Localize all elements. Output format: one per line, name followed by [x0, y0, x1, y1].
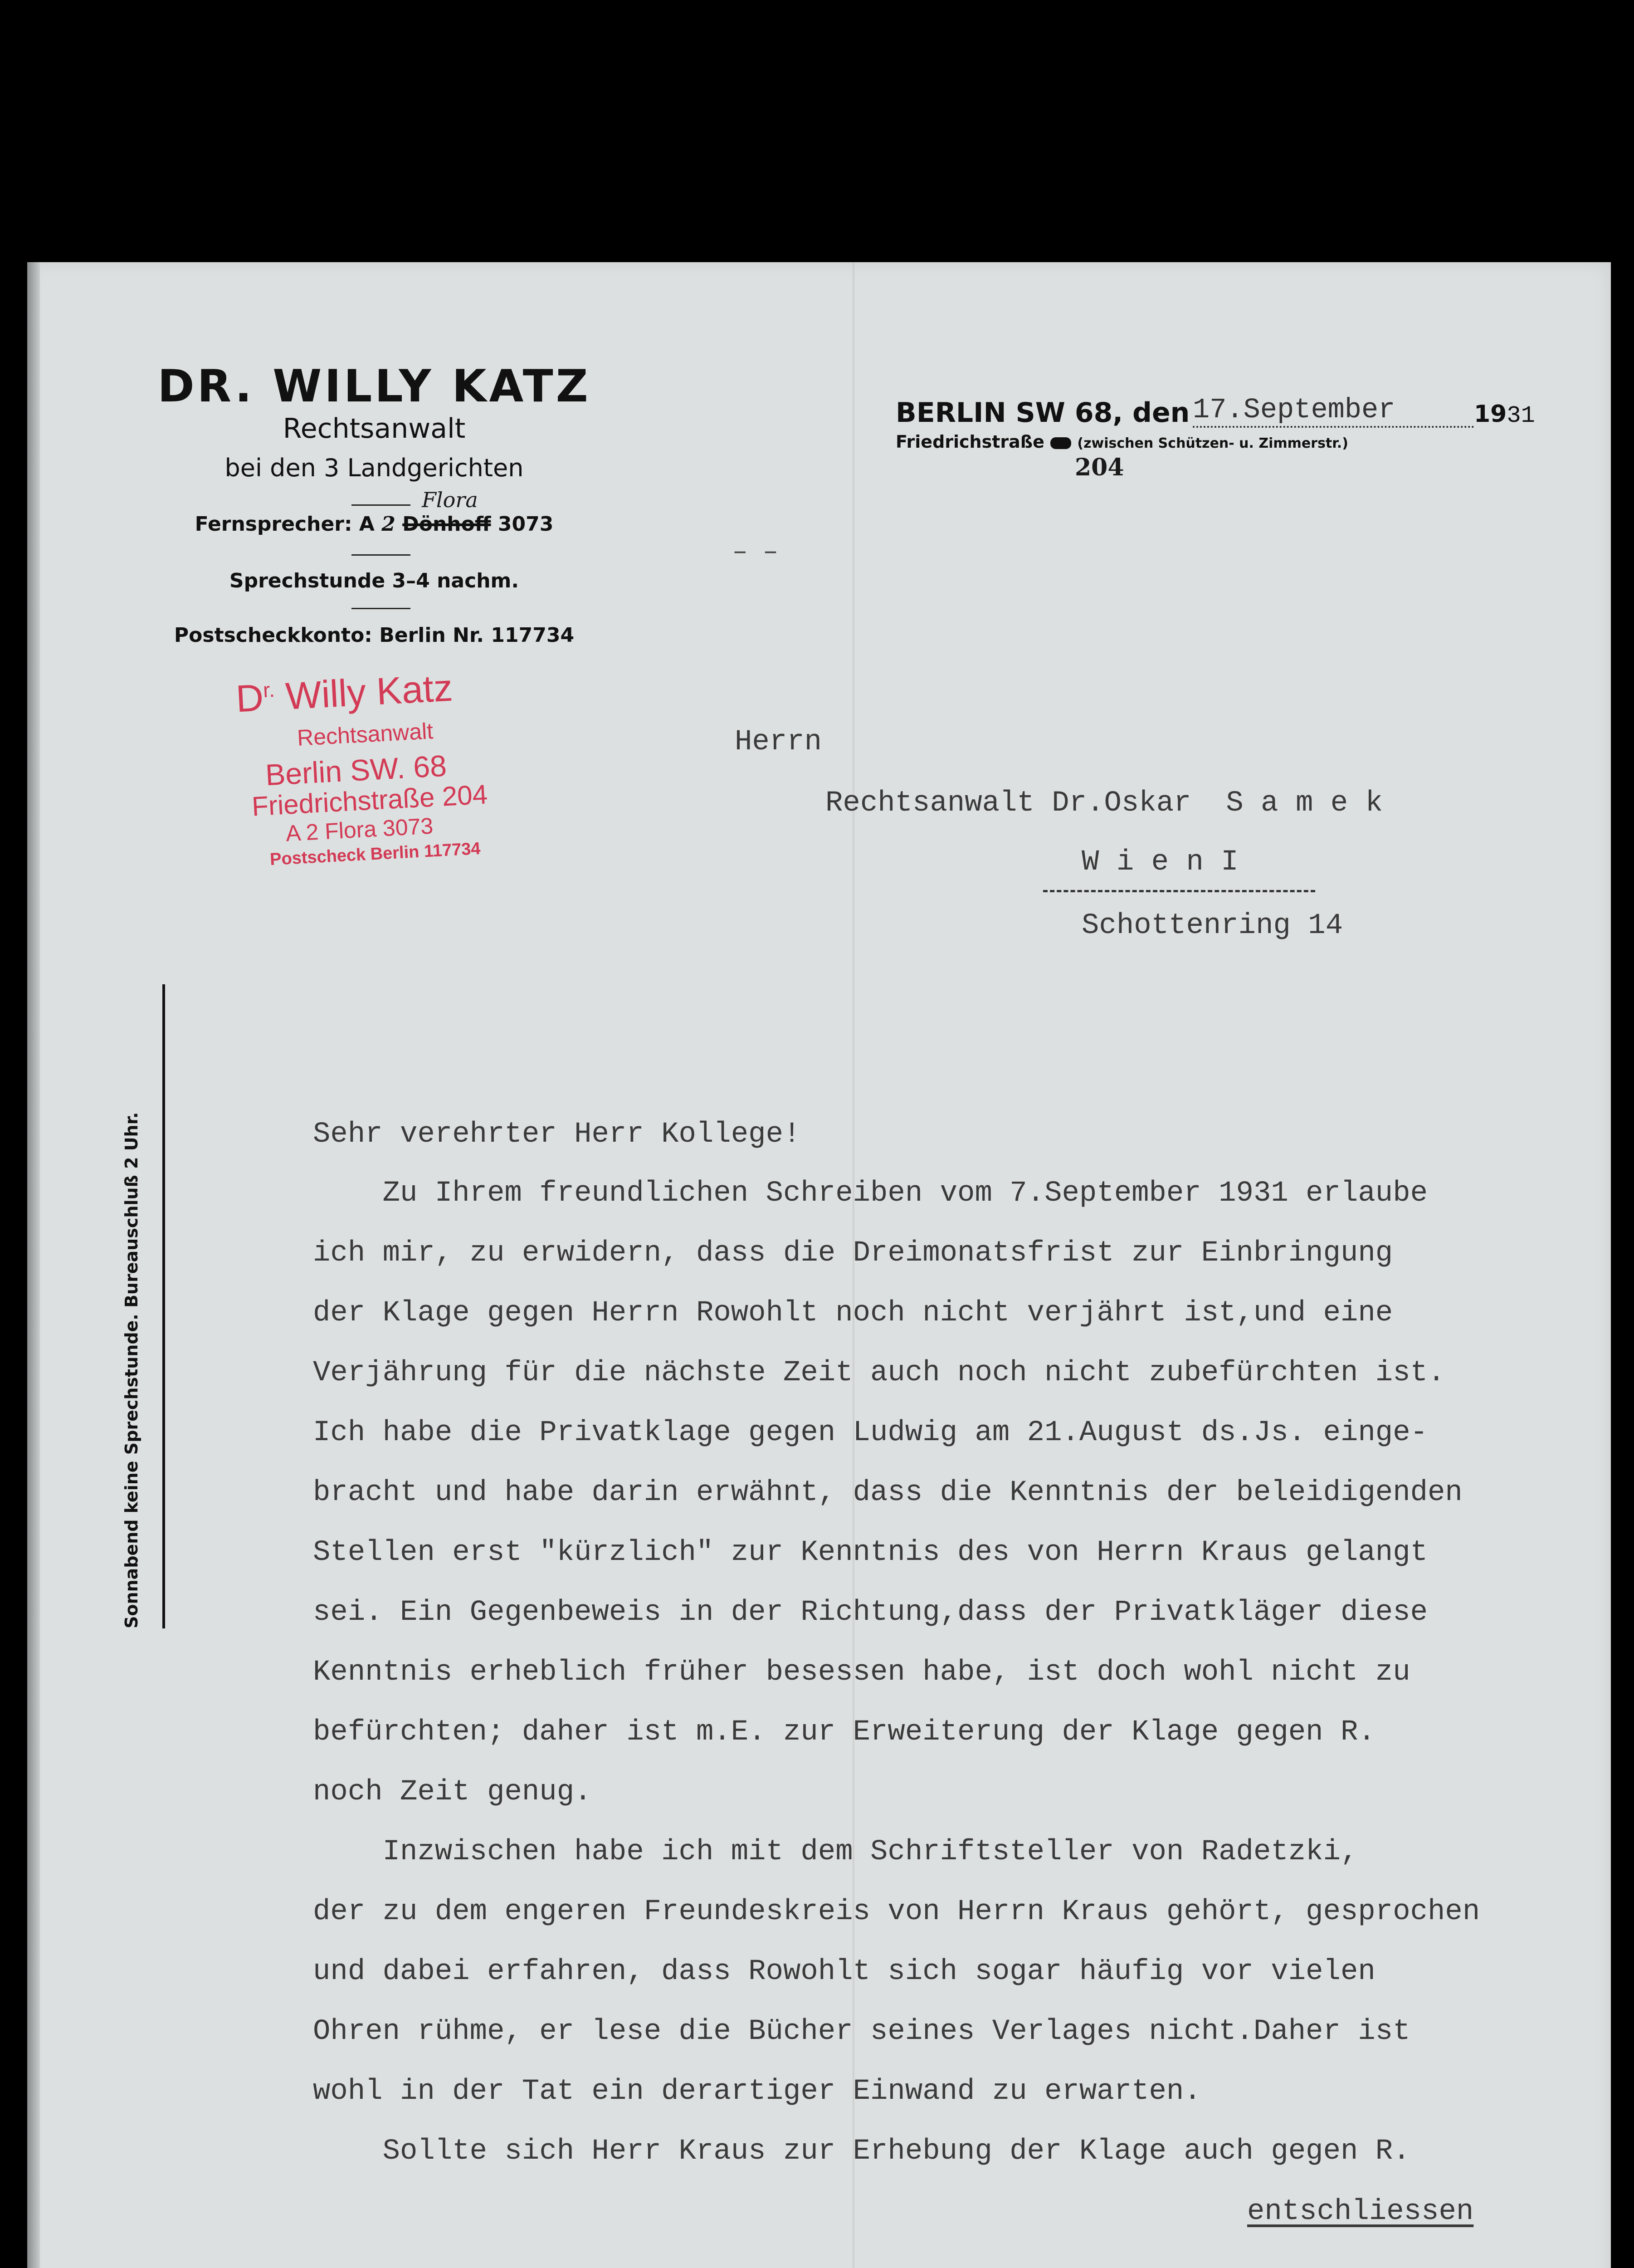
stamp-street: Friedrichstraße 204 [251, 779, 488, 822]
recipient-line-1: Herrn [735, 726, 822, 758]
letter-line: Ich habe die Privatklage gegen Ludwig am 21.August ds.Js. einge- [313, 1417, 1428, 1449]
letter-line: Kenntnis erheblich früher besessen habe, ist doch wohl nicht zu [313, 1656, 1410, 1689]
phone-handwritten-2: 2 [381, 513, 395, 536]
handwritten-street-number: 204 [1075, 454, 1124, 481]
letter-line: Stellen erst "kürzlich" zur Kenntnis des von Herrn Kraus gelangt [313, 1536, 1428, 1569]
side-rule [162, 984, 165, 1628]
letterhead-hours: Sprechstunde 3–4 nachm. [229, 569, 519, 592]
letterhead-name: DR. WILLY KATZ [157, 361, 591, 412]
side-office-hours-note: Sonnabend keine Sprechstunde. Bureauschluß 2 Uhr. [122, 1112, 141, 1628]
street-name: Friedrichstraße [896, 432, 1044, 452]
letterhead-phone [113, 513, 635, 536]
stamp-name-text: Willy Katz [284, 666, 454, 718]
street-line [896, 432, 1348, 452]
letterhead-profession: Rechtsanwalt [283, 413, 466, 445]
letter-line: ich mir, zu erwidern, dass die Dreimonatsfrist zur Einbringung [313, 1237, 1393, 1270]
street-number-blot [1050, 437, 1071, 449]
letter-line: sei. Ein Gegenbeweis in der Richtung,dass der Privatkläger diese [313, 1596, 1428, 1629]
stamp-name-sup: r. [262, 678, 275, 702]
letter-line: Ohren rühme, er lese die Bücher seines Verlages nicht.Daher ist [313, 2015, 1410, 2048]
recipient-underline [1043, 890, 1315, 892]
stamp-profession: Rechtsanwalt [296, 718, 434, 751]
letter-line: Zu Ihrem freundlichen Schreiben vom 7.September 1931 erlaube [313, 1177, 1428, 1210]
letter-line: wohl in der Tat ein derartiger Einwand zu erwarten. [313, 2075, 1201, 2108]
paper-edge [27, 262, 40, 2268]
letterhead-courts: bei den 3 Landgerichten [224, 454, 524, 482]
year [1474, 401, 1535, 429]
divider [351, 504, 410, 506]
stamp-city: Berlin SW. 68 [264, 748, 448, 792]
letter-line: befürchten; daher ist m.E. zur Erweiterung der Klage gegen R. [313, 1716, 1375, 1749]
city-date-line: BERLIN SW 68, den [896, 397, 1190, 429]
stamp-name-prefix: D [234, 676, 265, 720]
letter-line: Sollte sich Herr Kraus zur Erhebung der Klage auch gegen R. [313, 2135, 1410, 2168]
letterhead-postcheck: Postscheckkonto: Berlin Nr. 117734 [174, 624, 575, 647]
closing-word: entschliessen [1247, 2195, 1474, 2228]
handwritten-exchange: Flora [422, 488, 478, 512]
letter-line: Verjährung für die nächste Zeit auch noch nicht zubefürchten ist. [313, 1357, 1445, 1389]
recipient-line-2: Rechtsanwalt Dr.Oskar S a m e k [825, 787, 1383, 820]
phone-struck-exchange: Dönhoff [402, 513, 491, 536]
phone-prefix: Fernsprecher: A [195, 513, 375, 536]
street-note: (zwischen Schützen- u. Zimmerstr.) [1077, 435, 1348, 451]
divider [351, 554, 410, 556]
typed-date: 17.September [1193, 394, 1474, 428]
letter-line: und dabei erfahren, dass Rowohlt sich sogar häufig vor vielen [313, 1955, 1375, 1988]
recipient-line-4: Schottenring 14 [1082, 909, 1343, 942]
letter-line: Inzwischen habe ich mit dem Schriftsteller von Radetzki, [313, 1836, 1358, 1868]
letter-line: der Klage gegen Herrn Rowohlt noch nicht verjährt ist,und eine [313, 1297, 1393, 1330]
dash-mark: – – [732, 538, 778, 567]
recipient-line-3: W i e n I [1082, 846, 1239, 879]
stamp-phone: A 2 Flora 3073 [285, 813, 434, 846]
letter-line: noch Zeit genug. [313, 1776, 592, 1809]
salutation: Sehr verehrter Herr Kollege! [313, 1118, 801, 1151]
divider [351, 608, 410, 609]
phone-number: 3073 [498, 513, 554, 536]
letter-line: bracht und habe darin erwähnt, dass die Kenntnis der beleidigenden [313, 1476, 1463, 1509]
letter-line: der zu dem engeren Freundeskreis von Herrn Kraus gehört, gesprochen [313, 1896, 1480, 1928]
year-typed: 31 [1507, 402, 1535, 429]
stamp-postcheck: Postscheck Berlin 117734 [269, 839, 481, 870]
year-prefix: 19 [1474, 401, 1507, 428]
